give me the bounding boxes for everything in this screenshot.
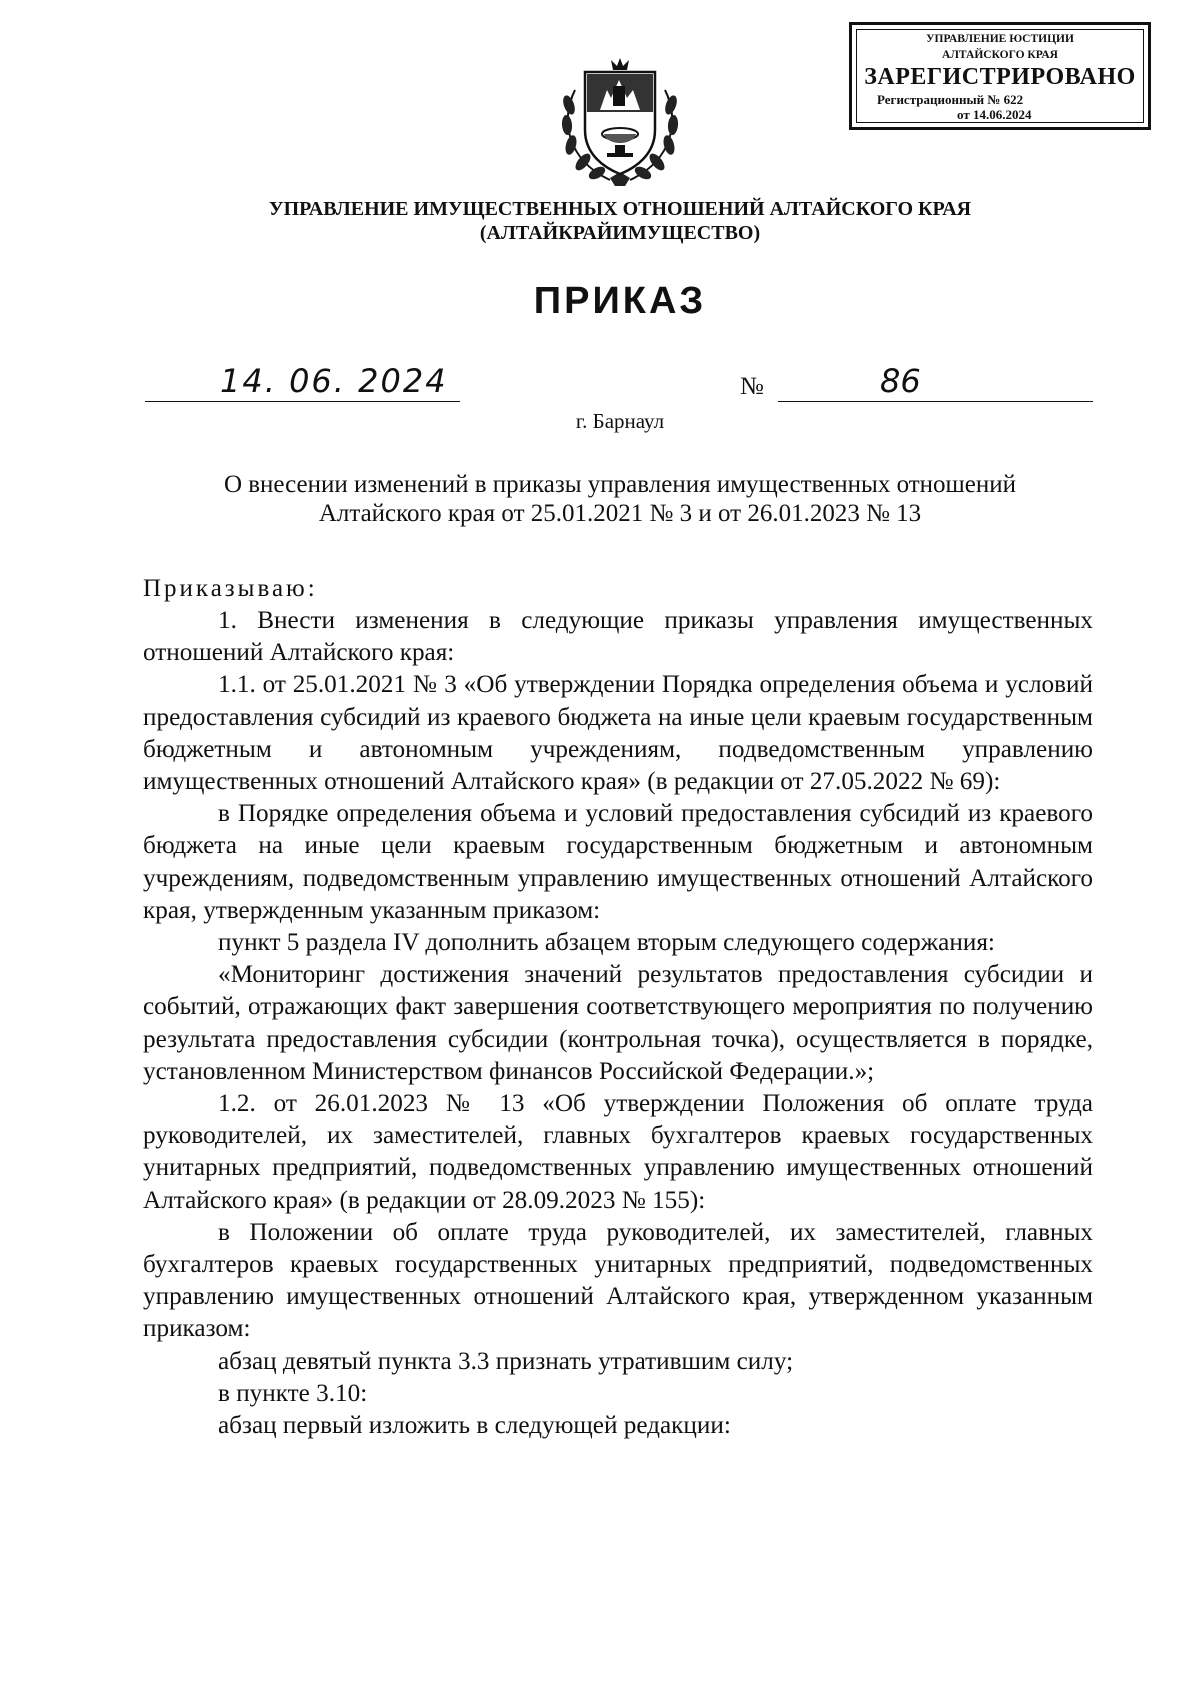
stamp-header-line1: УПРАВЛЕНИЕ ЮСТИЦИИ <box>926 33 1074 45</box>
stamp-title: ЗАРЕГИСТРИРОВАНО <box>864 64 1136 90</box>
date-underline <box>145 401 460 402</box>
number-label: № <box>740 373 764 400</box>
paragraph-1-2-point3-3: абзац девятый пункта 3.3 признать утратившим силу; <box>218 1347 794 1375</box>
paragraph-1-1-quote: «Мониторинг достижения значений результатов предоставления субсидии и событий, отражающих факт завершения соответствующего мероприятия по получению результата предоставления субсидии (контрольная точка), осуществляется в порядке, установленном Министерством финансов Российской Федерации.»; <box>143 961 1093 1085</box>
paragraph-1-2: 1.2. от 26.01.2023 № 13 «Об утверждении Положения об оплате труда руководителей, их заместителей, главных бухгалтеров краевых государственных унитарных предприятий, подведомственных управлению имущественных отношений Алтайского края» (в редакции от 28.09.2023 № 155): <box>143 1090 1093 1214</box>
paragraph-1-2-regulation: в Положении об оплате труда руководителей, их заместителей, главных бухгалтеров краевых государственных унитарных предприятий, подведомственных управлению имущественных отношений Алтайского края, утвержденном указанным приказом: <box>143 1218 1093 1343</box>
paragraph-1: 1. Внести изменения в следующие приказы управления имущественных отношений Алтайского края: <box>143 607 1093 667</box>
document-type-title: ПРИКАЗ <box>533 280 707 322</box>
city-label: г. Барнаул <box>575 409 665 433</box>
paragraph-1-1: 1.1. от 25.01.2021 № 3 «Об утверждении Порядка определения объема и условий предоставления субсидий из краевого бюджета на иные цели краевым государственным бюджетным и автономным учреждениям, подведомственным управлению имущественных отношений Алтайского края» (в редакции от 27.05.2022 № 69): <box>143 671 1093 796</box>
paragraph-1-2-point3-10: в пункте 3.10: <box>218 1379 368 1407</box>
stamp-reg-date: от 14.06.2024 <box>957 107 1032 122</box>
org-name-line2: (АЛТАЙКРАЙИМУЩЕСТВО) <box>479 222 761 244</box>
number-underline <box>778 401 1093 402</box>
subject-line2: Алтайского края от 25.01.2021 № 3 и от 26.01.2023 № 13 <box>318 500 922 527</box>
registration-stamp <box>849 22 1151 130</box>
order-subject <box>0 470 1200 528</box>
handwritten-number: 86 <box>880 362 921 400</box>
coat-of-arms-icon <box>555 50 685 190</box>
org-name-line1: УПРАВЛЕНИЕ ИМУЩЕСТВЕННЫХ ОТНОШЕНИЙ АЛТАЙСКОГО КРАЯ <box>268 198 972 220</box>
handwritten-date: 14. 06. 2024 <box>220 362 448 400</box>
stamp-reg-number: Регистрационный № 622 <box>877 92 1024 107</box>
subject-line1: О внесении изменений в приказы управления имущественных отношений <box>223 471 1017 498</box>
stamp-inner-frame <box>856 29 1144 123</box>
order-body <box>143 605 1093 1442</box>
stamp-header-line2: АЛТАЙСКОГО КРАЯ <box>942 49 1058 61</box>
order-word: Приказываю: <box>143 575 318 602</box>
paragraph-1-1-procedure: в Порядке определения объема и условий предоставления субсидий из краевого бюджета на иные цели краевым государственным бюджетным и автономным учреждениям, подведомственным управлению имущественных отношений Алтайского края, утвержденным указанным приказом: <box>143 800 1093 924</box>
paragraph-1-2-first-para: абзац первый изложить в следующей редакции: <box>218 1412 731 1440</box>
paragraph-1-1-point5: пункт 5 раздела IV дополнить абзацем вторым следующего содержания: <box>218 929 995 957</box>
